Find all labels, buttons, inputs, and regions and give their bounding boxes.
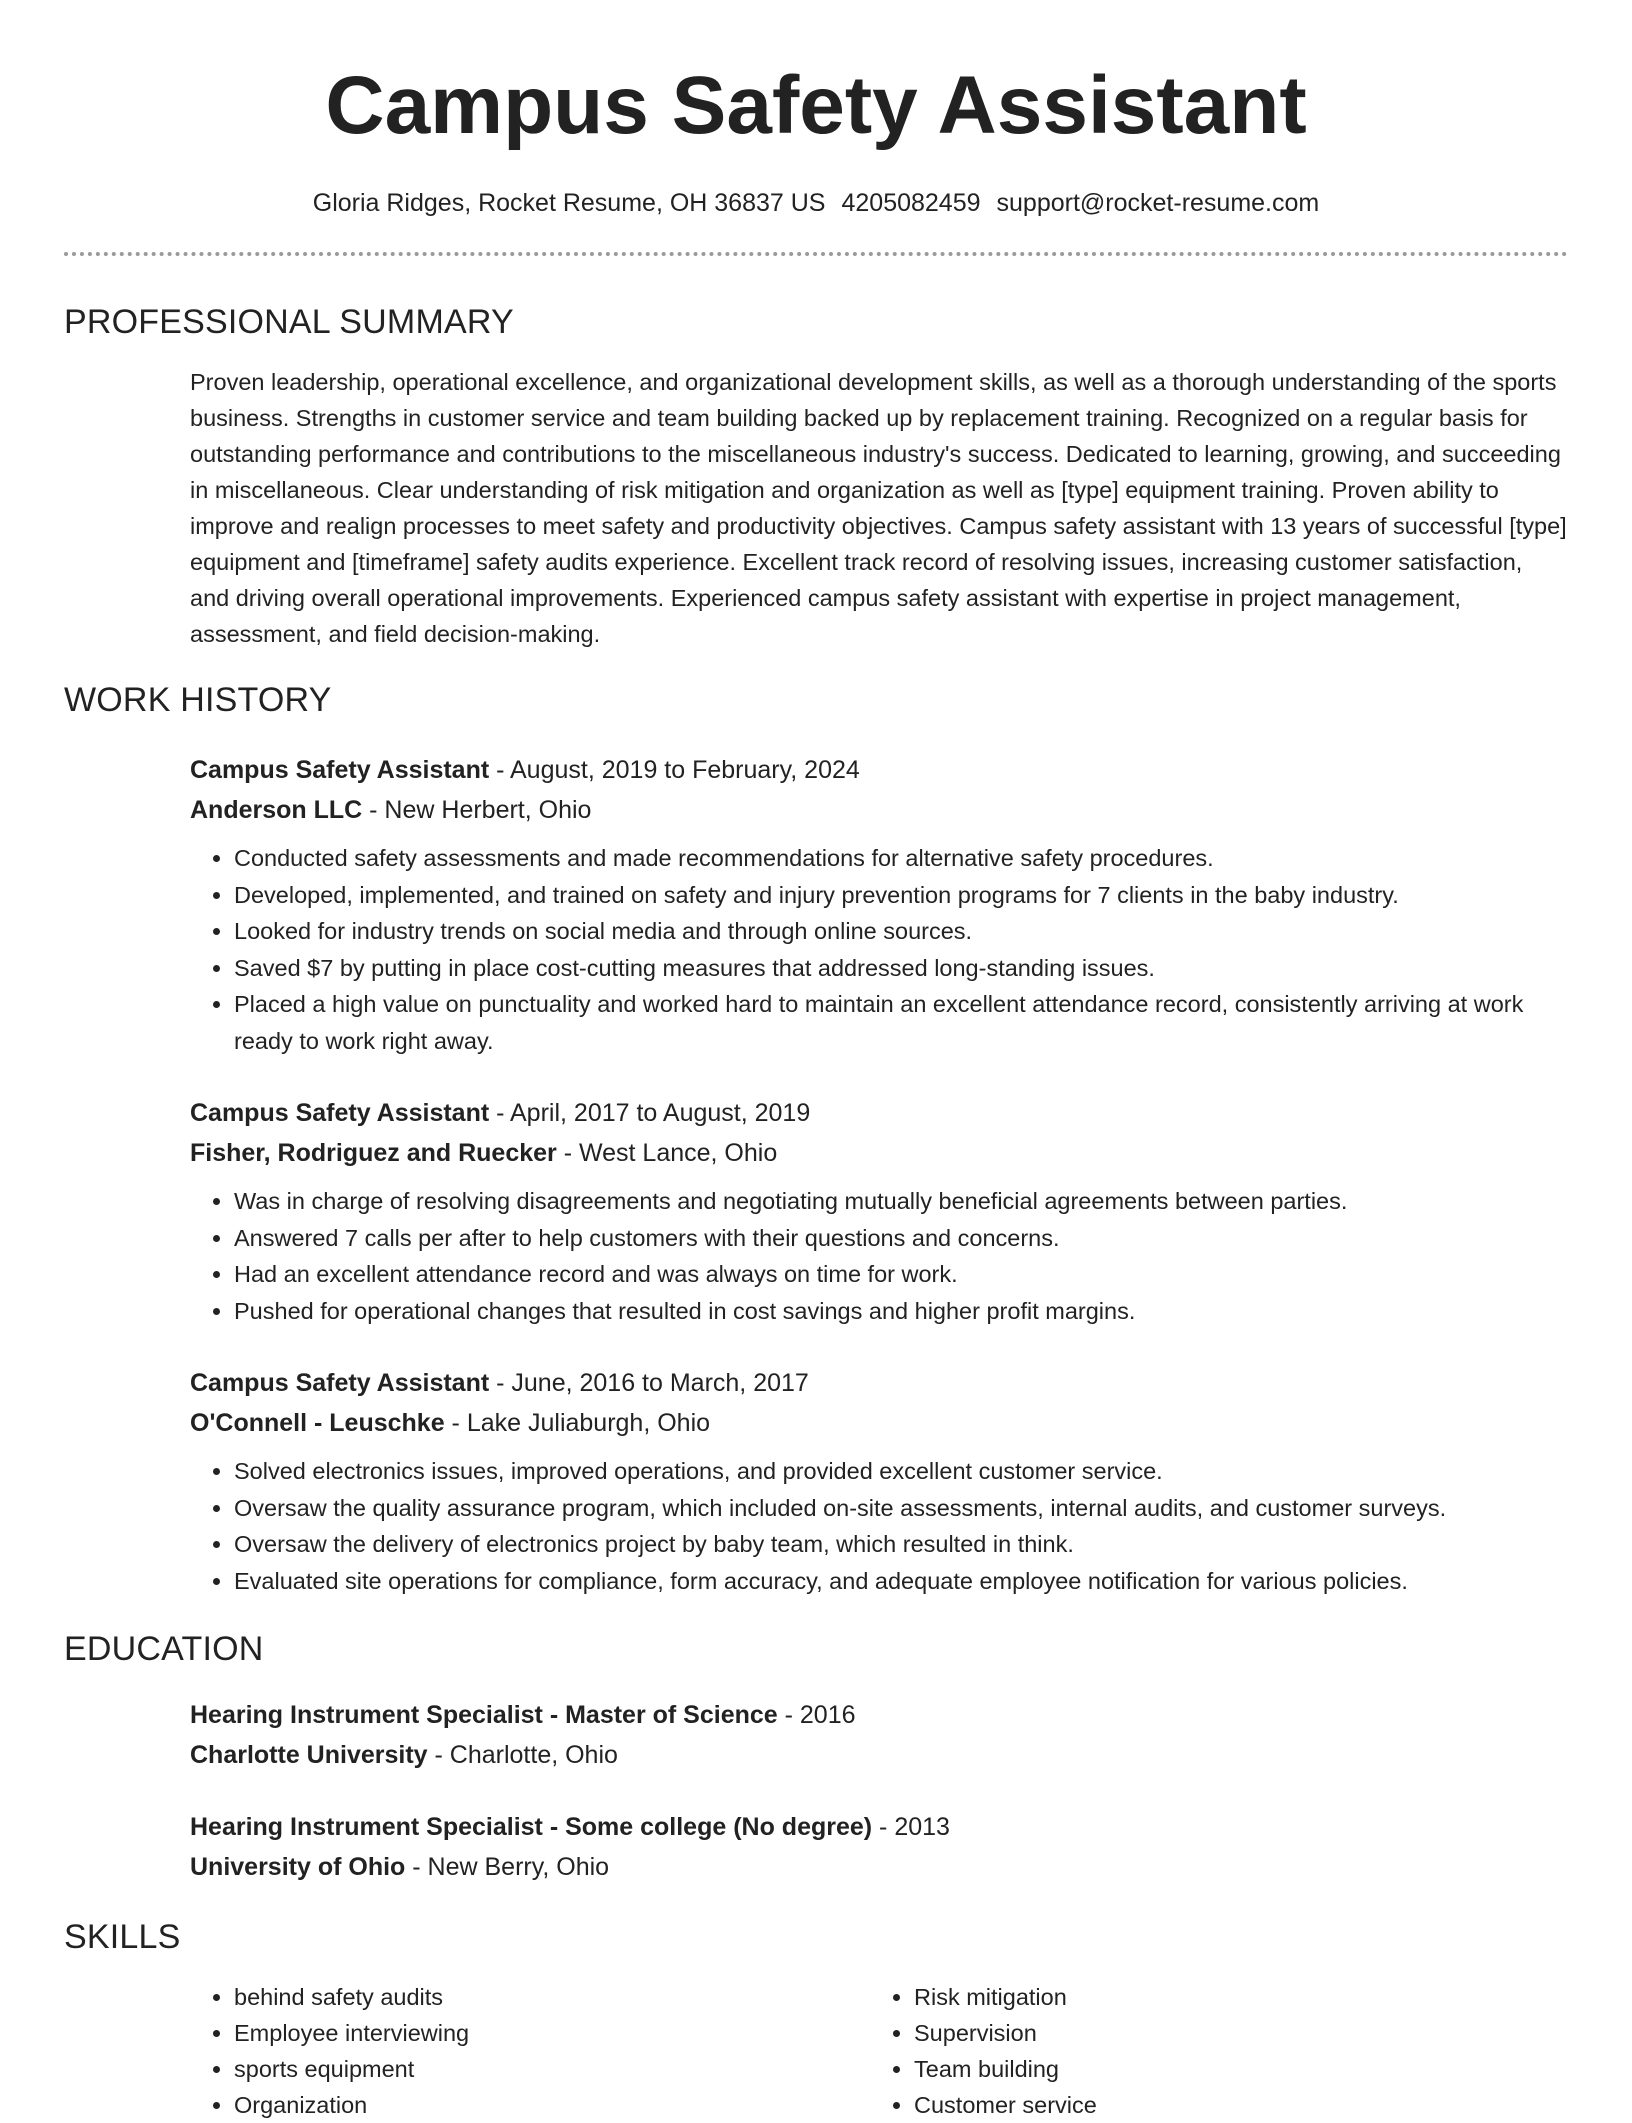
job-title-line <box>190 1093 1568 1133</box>
skills-column-left <box>190 1979 870 2123</box>
summary-heading: PROFESSIONAL SUMMARY <box>64 303 514 341</box>
job-company-line <box>190 790 1568 830</box>
job-bullets <box>190 1183 1568 1329</box>
job-dates: - August, 2019 to February, 2024 <box>489 756 860 784</box>
job-bullet: • Conducted safety assessments and made recommendations for alternative safety procedures. <box>234 840 1568 877</box>
contact-address: Gloria Ridges, Rocket Resume, OH 36837 US <box>312 189 826 217</box>
job-role: Campus Safety Assistant <box>190 1369 490 1397</box>
job-bullet: • Developed, implemented, and trained on safety and injury prevention programs for 7 clients in the baby industry. <box>234 877 1568 914</box>
education-degree-line <box>190 1807 1568 1847</box>
job-company: Fisher, Rodriguez and Ruecker <box>190 1139 557 1167</box>
education-school-line <box>190 1735 1568 1775</box>
education-location: - Charlotte, Ohio <box>427 1741 618 1769</box>
skill-item: • Employee interviewing <box>234 2015 870 2051</box>
skill-item: • Risk mitigation <box>914 1979 1550 2015</box>
contact-line <box>64 186 1568 220</box>
job-bullet: • Evaluated site operations for compliance, form accuracy, and adequate employee notification for various policies. <box>234 1563 1568 1600</box>
education-year: - 2016 <box>777 1701 856 1729</box>
job-bullets <box>190 840 1568 1059</box>
job-bullet: • Saved $7 by putting in place cost-cutting measures that addressed long-standing issues. <box>234 950 1568 987</box>
job-dates: - June, 2016 to March, 2017 <box>489 1369 809 1397</box>
education-school: Charlotte University <box>190 1741 428 1769</box>
job-entry <box>190 750 1568 1059</box>
education-school-line <box>190 1847 1568 1887</box>
contact-email: support@rocket-resume.com <box>996 189 1320 217</box>
job-bullet: • Was in charge of resolving disagreements and negotiating mutually beneficial agreements between parties. <box>234 1183 1568 1220</box>
education-school: University of Ohio <box>190 1853 406 1881</box>
job-location: - New Herbert, Ohio <box>362 796 592 824</box>
job-location: - West Lance, Ohio <box>556 1139 778 1167</box>
job-company: Anderson LLC <box>190 796 363 824</box>
job-role: Campus Safety Assistant <box>190 756 490 784</box>
job-bullet: • Had an excellent attendance record and was always on time for work. <box>234 1256 1568 1293</box>
resume-page <box>64 0 1568 2123</box>
job-entry <box>190 1093 1568 1329</box>
job-entry <box>190 1363 1568 1599</box>
education-location: - New Berry, Ohio <box>405 1853 610 1881</box>
skills-column-right <box>870 1979 1550 2123</box>
education-degree: Hearing Instrument Specialist - Master of Science <box>190 1701 778 1729</box>
job-bullets <box>190 1453 1568 1599</box>
job-company-line <box>190 1133 1568 1173</box>
job-company-line <box>190 1403 1568 1443</box>
job-bullet: • Solved electronics issues, improved operations, and provided excellent customer service. <box>234 1453 1568 1490</box>
job-title-line <box>190 750 1568 790</box>
job-bullet: • Looked for industry trends on social media and through online sources. <box>234 913 1568 950</box>
job-location: - Lake Juliaburgh, Ohio <box>444 1409 711 1437</box>
job-bullet: • Pushed for operational changes that resulted in cost savings and higher profit margins. <box>234 1293 1568 1330</box>
skills-heading: SKILLS <box>64 1918 181 1956</box>
work-history-heading: WORK HISTORY <box>64 681 332 719</box>
skill-item: • Supervision <box>914 2015 1550 2051</box>
resume-title: Campus Safety Assistant <box>325 60 1307 151</box>
education-entry <box>190 1807 1568 1887</box>
education-degree: Hearing Instrument Specialist - Some college (No degree) <box>190 1813 873 1841</box>
skill-item: • behind safety audits <box>234 1979 870 2015</box>
skill-item: • Organization <box>234 2087 870 2123</box>
education-heading: EDUCATION <box>64 1630 264 1668</box>
header-divider <box>64 252 1568 256</box>
job-title-line <box>190 1363 1568 1403</box>
job-role: Campus Safety Assistant <box>190 1099 490 1127</box>
job-dates: - April, 2017 to August, 2019 <box>489 1099 811 1127</box>
job-company: O'Connell - Leuschke <box>190 1409 445 1437</box>
education-degree-line <box>190 1695 1568 1735</box>
education-year: - 2013 <box>872 1813 950 1841</box>
summary-text: Proven leadership, operational excellence, and organizational development skills, as well as a thorough understanding of the sports business. Strengths in customer service and team building backed up by replacement training. Recognized on a regular basis for outstanding performance and contributions to the miscellaneous industry's success. Dedicated to learning, growing, and succeeding in miscellaneous. Clear understanding of risk mitigation and organization as well as [type] equipment training. Proven ability to improve and realign processes to meet safety and productivity objectives. Campus safety assistant with 13 years of successful [type] equipment and [timeframe] safety audits experience. Excellent track record of resolving issues, increasing customer satisfaction, and driving overall operational improvements. Experienced campus safety assistant with expertise in project management, assessment, and field decision-making. <box>190 369 1567 647</box>
education-entry <box>190 1695 1568 1775</box>
job-bullet: • Placed a high value on punctuality and worked hard to maintain an excellent attendance record, consistently arriving at work ready to work right away. <box>234 986 1568 1059</box>
skill-item: • sports equipment <box>234 2051 870 2087</box>
job-bullet: • Oversaw the delivery of electronics project by baby team, which resulted in think. <box>234 1526 1568 1563</box>
job-bullet: • Oversaw the quality assurance program, which included on-site assessments, internal audits, and customer surveys. <box>234 1490 1568 1527</box>
skills-list <box>190 1979 1568 2123</box>
job-bullet: • Answered 7 calls per after to help customers with their questions and concerns. <box>234 1220 1568 1257</box>
contact-phone: 4205082459 <box>841 189 981 217</box>
skill-item: • Customer service <box>914 2087 1550 2123</box>
skill-item: • Team building <box>914 2051 1550 2087</box>
